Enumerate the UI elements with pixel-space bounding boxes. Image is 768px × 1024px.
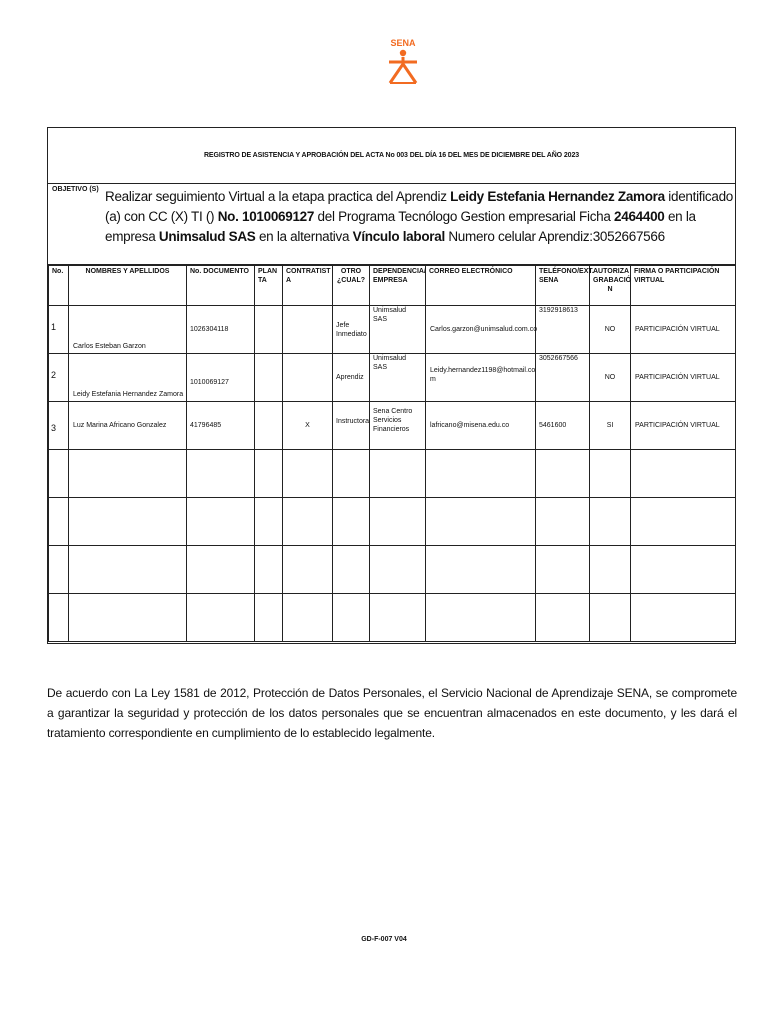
table-row-empty xyxy=(49,594,736,642)
cell-document: 1010069127 xyxy=(187,354,255,402)
cell-planta xyxy=(255,354,283,402)
cell-contratista xyxy=(283,354,333,402)
header-names: NOMBRES Y APELLIDOS xyxy=(69,266,187,306)
cell-contratista: X xyxy=(283,402,333,450)
objective-section xyxy=(48,184,735,265)
header-planta: PLAN TA xyxy=(255,266,283,306)
header-firma: FIRMA O PARTICIPACIÓN VIRTUAL xyxy=(631,266,736,306)
cell-contratista xyxy=(283,306,333,354)
header-email: CORREO ELECTRÓNICO xyxy=(426,266,536,306)
table-row-empty xyxy=(49,450,736,498)
header-telefono: TELÉFONO/EXT. SENA xyxy=(536,266,590,306)
cell-firma: PARTICIPACIÓN VIRTUAL xyxy=(631,402,736,450)
header-dependencia: DEPENDENCIA/ EMPRESA xyxy=(370,266,426,306)
header-document: No. DOCUMENTO xyxy=(187,266,255,306)
table-row xyxy=(49,306,736,354)
cell-names: Leidy Estefania Hernandez Zamora xyxy=(69,354,187,402)
cell-email: Leidy.hernandez1198@hotmail.co m xyxy=(426,354,536,402)
sena-logo-text: SENA xyxy=(390,38,416,48)
header-contratista: CONTRATIST A xyxy=(283,266,333,306)
cell-planta xyxy=(255,402,283,450)
table-row-empty xyxy=(49,498,736,546)
attendance-table xyxy=(48,265,736,642)
cell-autoriza: SI xyxy=(590,402,631,450)
cell-telefono: 5461600 xyxy=(536,402,590,450)
cell-autoriza: NO xyxy=(590,306,631,354)
cell-email: Carlos.garzon@unimsalud.com.co xyxy=(426,306,536,354)
cell-dependencia: Unimsalud SAS xyxy=(370,306,426,354)
cell-autoriza: NO xyxy=(590,354,631,402)
cell-no: 2 xyxy=(49,354,69,402)
form-code: GD-F-007 V04 xyxy=(361,936,407,943)
header-otro: OTRO ¿CUAL? xyxy=(333,266,370,306)
objective-text: Realizar seguimiento Virtual a la etapa practica del Aprendiz Leidy Estefania Hernandez Zamora identificado (a) con CC (X) TI () No. 1010069127 del Programa Tecnólogo Gestion empresarial Ficha 2464400 en la empresa Unimsalud SAS en la alternativa Vínculo laboral Numero celular Aprendiz:3052667566 xyxy=(105,189,734,244)
cell-names: Carlos Esteban Garzon xyxy=(69,306,187,354)
header-autoriza: AUTORIZA GRABACIÓ N xyxy=(590,266,631,306)
cell-email: lafricano@misena.edu.co xyxy=(426,402,536,450)
table-row xyxy=(49,354,736,402)
cell-telefono: 3192918613 xyxy=(536,306,590,354)
cell-no: 1 xyxy=(49,306,69,354)
cell-firma: PARTICIPACIÓN VIRTUAL xyxy=(631,306,736,354)
cell-no: 3 xyxy=(49,402,69,450)
data-protection-notice: De acuerdo con La Ley 1581 de 2012, Protección de Datos Personales, el Servicio Nacional de Aprendizaje SENA, se compromete a garantizar la seguridad y protección de los datos personales que se encuentran almacenados en este documento, y les dará el tratamiento correspondiente en cumplimiento de lo establecido legalmente. xyxy=(47,686,737,740)
cell-dependencia: Sena Centro Servicios Financieros xyxy=(370,402,426,450)
table-header-row xyxy=(49,266,736,306)
sena-logo xyxy=(383,38,423,86)
cell-dependencia: Unimsalud SAS xyxy=(370,354,426,402)
cell-firma: PARTICIPACIÓN VIRTUAL xyxy=(631,354,736,402)
table-row xyxy=(49,402,736,450)
attendance-form xyxy=(47,127,736,644)
cell-otro: Aprendiz xyxy=(333,354,370,402)
objective-label: OBJETIVO (S) xyxy=(52,186,99,193)
cell-otro: Instructora xyxy=(333,402,370,450)
form-title: REGISTRO DE ASISTENCIA Y APROBACIÓN DEL ACTA No 003 DEL DÍA 16 DEL MES DE DICIEMBRE DEL AÑO 2023 xyxy=(48,128,735,184)
cell-document: 41796485 xyxy=(187,402,255,450)
cell-otro: Jefe Inmediato xyxy=(333,306,370,354)
cell-planta xyxy=(255,306,283,354)
cell-document: 1026304118 xyxy=(187,306,255,354)
table-row-empty xyxy=(49,546,736,594)
cell-telefono: 3052667566 xyxy=(536,354,590,402)
cell-names: Luz Marina Africano Gonzalez xyxy=(69,402,187,450)
header-no: No. xyxy=(49,266,69,306)
